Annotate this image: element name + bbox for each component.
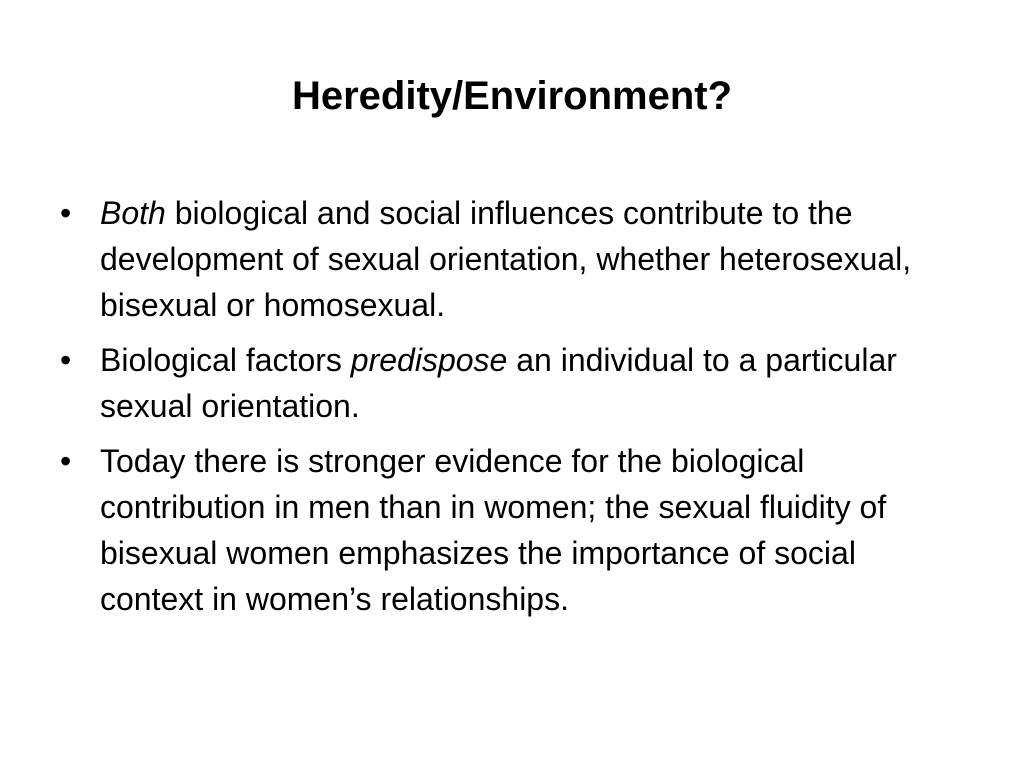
bullet-text-emphasis: Both: [100, 195, 166, 231]
bullet-icon: •: [60, 195, 72, 231]
bullet-item: [56, 438, 956, 622]
bullet-text-post: biological and social influences contribute to the development of sexual orientation, whether heterosexual, bisexual or homosexual.: [100, 195, 912, 323]
bullet-text-post: an individual to a particular sexual orientation.: [100, 342, 897, 424]
bullet-text-pre: Biological factors: [100, 342, 351, 378]
bullet-icon: •: [60, 443, 72, 479]
bullet-list: [56, 190, 956, 631]
slide-title: Heredity/Environment?: [291, 74, 733, 118]
bullet-item: [56, 337, 956, 429]
bullet-text-emphasis: predispose: [350, 342, 508, 378]
bullet-text-pre: Today there is stronger evidence for the biological contribution in men than in women; the sexual fluidity of bisexual women emphasizes the importance of social context in women’s relationships.: [100, 443, 887, 617]
bullet-item: [56, 190, 956, 328]
bullet-icon: •: [60, 342, 72, 378]
